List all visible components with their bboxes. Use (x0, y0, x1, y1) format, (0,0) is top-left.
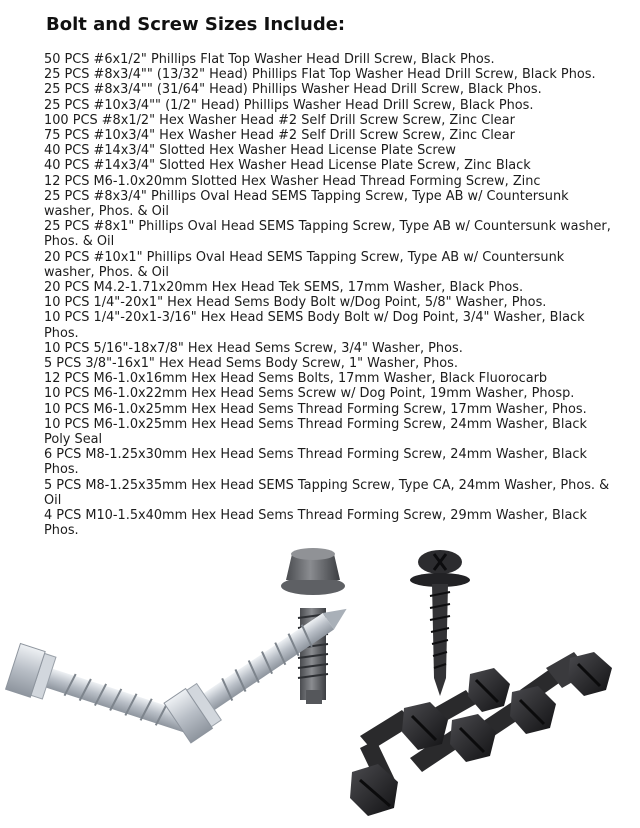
list-item: 6 PCS M8-1.25x30mm Hex Head Sems Thread Forming Screw, 24mm Washer, Black Phos. (44, 447, 587, 478)
phillips-oval-screw-icon (410, 550, 470, 696)
zinc-drill-screw-icon (164, 589, 360, 743)
list-item: 25 PCS #8x3/4"" (31/64" Head) Phillips Washer Head Drill Screw, Black Phos. (44, 82, 542, 98)
list-item: 25 PCS #10x3/4"" (1/2" Head) Phillips Washer Head Drill Screw, Black Phos. (44, 97, 534, 113)
list-item: 20 PCS #10x1" Phillips Oval Head SEMS Tapping Screw, Type AB w/ Countersunk washer, Phos. & Oil (44, 249, 565, 280)
license-plate-screw-icon (350, 740, 398, 816)
screws-photo (0, 540, 640, 828)
list-item: 40 PCS #14x3/4" Slotted Hex Washer Head License Plate Screw (44, 143, 456, 159)
size-list (44, 52, 616, 539)
list-item: 100 PCS #8x1/2" Hex Washer Head #2 Self Drill Screw Screw, Zinc Clear (44, 112, 515, 128)
list-item: 40 PCS #14x3/4" Slotted Hex Washer Head License Plate Screw, Zinc Black (44, 158, 531, 174)
list-item: 5 PCS M8-1.25x35mm Hex Head SEMS Tapping Screw, Type CA, 24mm Washer, Phos. & Oil (44, 477, 610, 508)
list-item: 5 PCS 3/8"-16x1" Hex Head Sems Body Screw, 1" Washer, Phos. (44, 356, 458, 372)
list-item: 50 PCS #6x1/2" Phillips Flat Top Washer Head Drill Screw, Black Phos. (44, 52, 495, 67)
list-item: 10 PCS 1/4"-20x1" Hex Head Sems Body Bolt w/Dog Point, 5/8" Washer, Phos. (44, 295, 547, 311)
list-item: 10 PCS M6-1.0x22mm Hex Head Sems Screw w/ Dog Point, 19mm Washer, Phosp. (44, 386, 575, 402)
list-item: 10 PCS 5/16"-18x7/8" Hex Head Sems Screw, 3/4" Washer, Phos. (44, 340, 463, 356)
list-item: 25 PCS #8x3/4" Phillips Oval Head SEMS Tapping Screw, Type AB w/ Countersunk washer, Phos. & Oil (44, 188, 569, 220)
list-item: 20 PCS M4.2-1.71x20mm Hex Head Tek SEMS, 17mm Washer, Black Phos. (44, 280, 524, 296)
list-item: 12 PCS M6-1.0x20mm Slotted Hex Washer Head Thread Forming Screw, Zinc (44, 173, 541, 189)
list-item: 10 PCS M6-1.0x25mm Hex Head Sems Thread Forming Screw, 24mm Washer, Black Poly Seal (44, 416, 587, 448)
list-item: 75 PCS #10x3/4" Hex Washer Head #2 Self Drill Screw Screw, Zinc Clear (44, 128, 515, 144)
list-item: 4 PCS M10-1.5x40mm Hex Head Sems Thread Forming Screw, 29mm Washer, Black Phos. (44, 508, 587, 539)
list-item: 10 PCS 1/4"-20x1-3/16" Hex Head SEMS Body Bolt w/ Dog Point, 3/4" Washer, Black Phos. (44, 310, 585, 341)
list-item: 25 PCS #8x3/4"" (13/32" Head) Phillips Flat Top Washer Head Drill Screw, Black Phos. (44, 67, 596, 83)
list-item: 25 PCS #8x1" Phillips Oval Head SEMS Tapping Screw, Type AB w/ Countersunk washer, Phos. & Oil (44, 219, 611, 250)
page-title: Bolt and Screw Sizes Include: (46, 14, 346, 35)
list-item: 12 PCS M6-1.0x16mm Hex Head Sems Bolts, 17mm Washer, Black Fluorocarb (44, 371, 548, 387)
list-item: 10 PCS M6-1.0x25mm Hex Head Sems Thread Forming Screw, 17mm Washer, Phos. (44, 401, 587, 417)
